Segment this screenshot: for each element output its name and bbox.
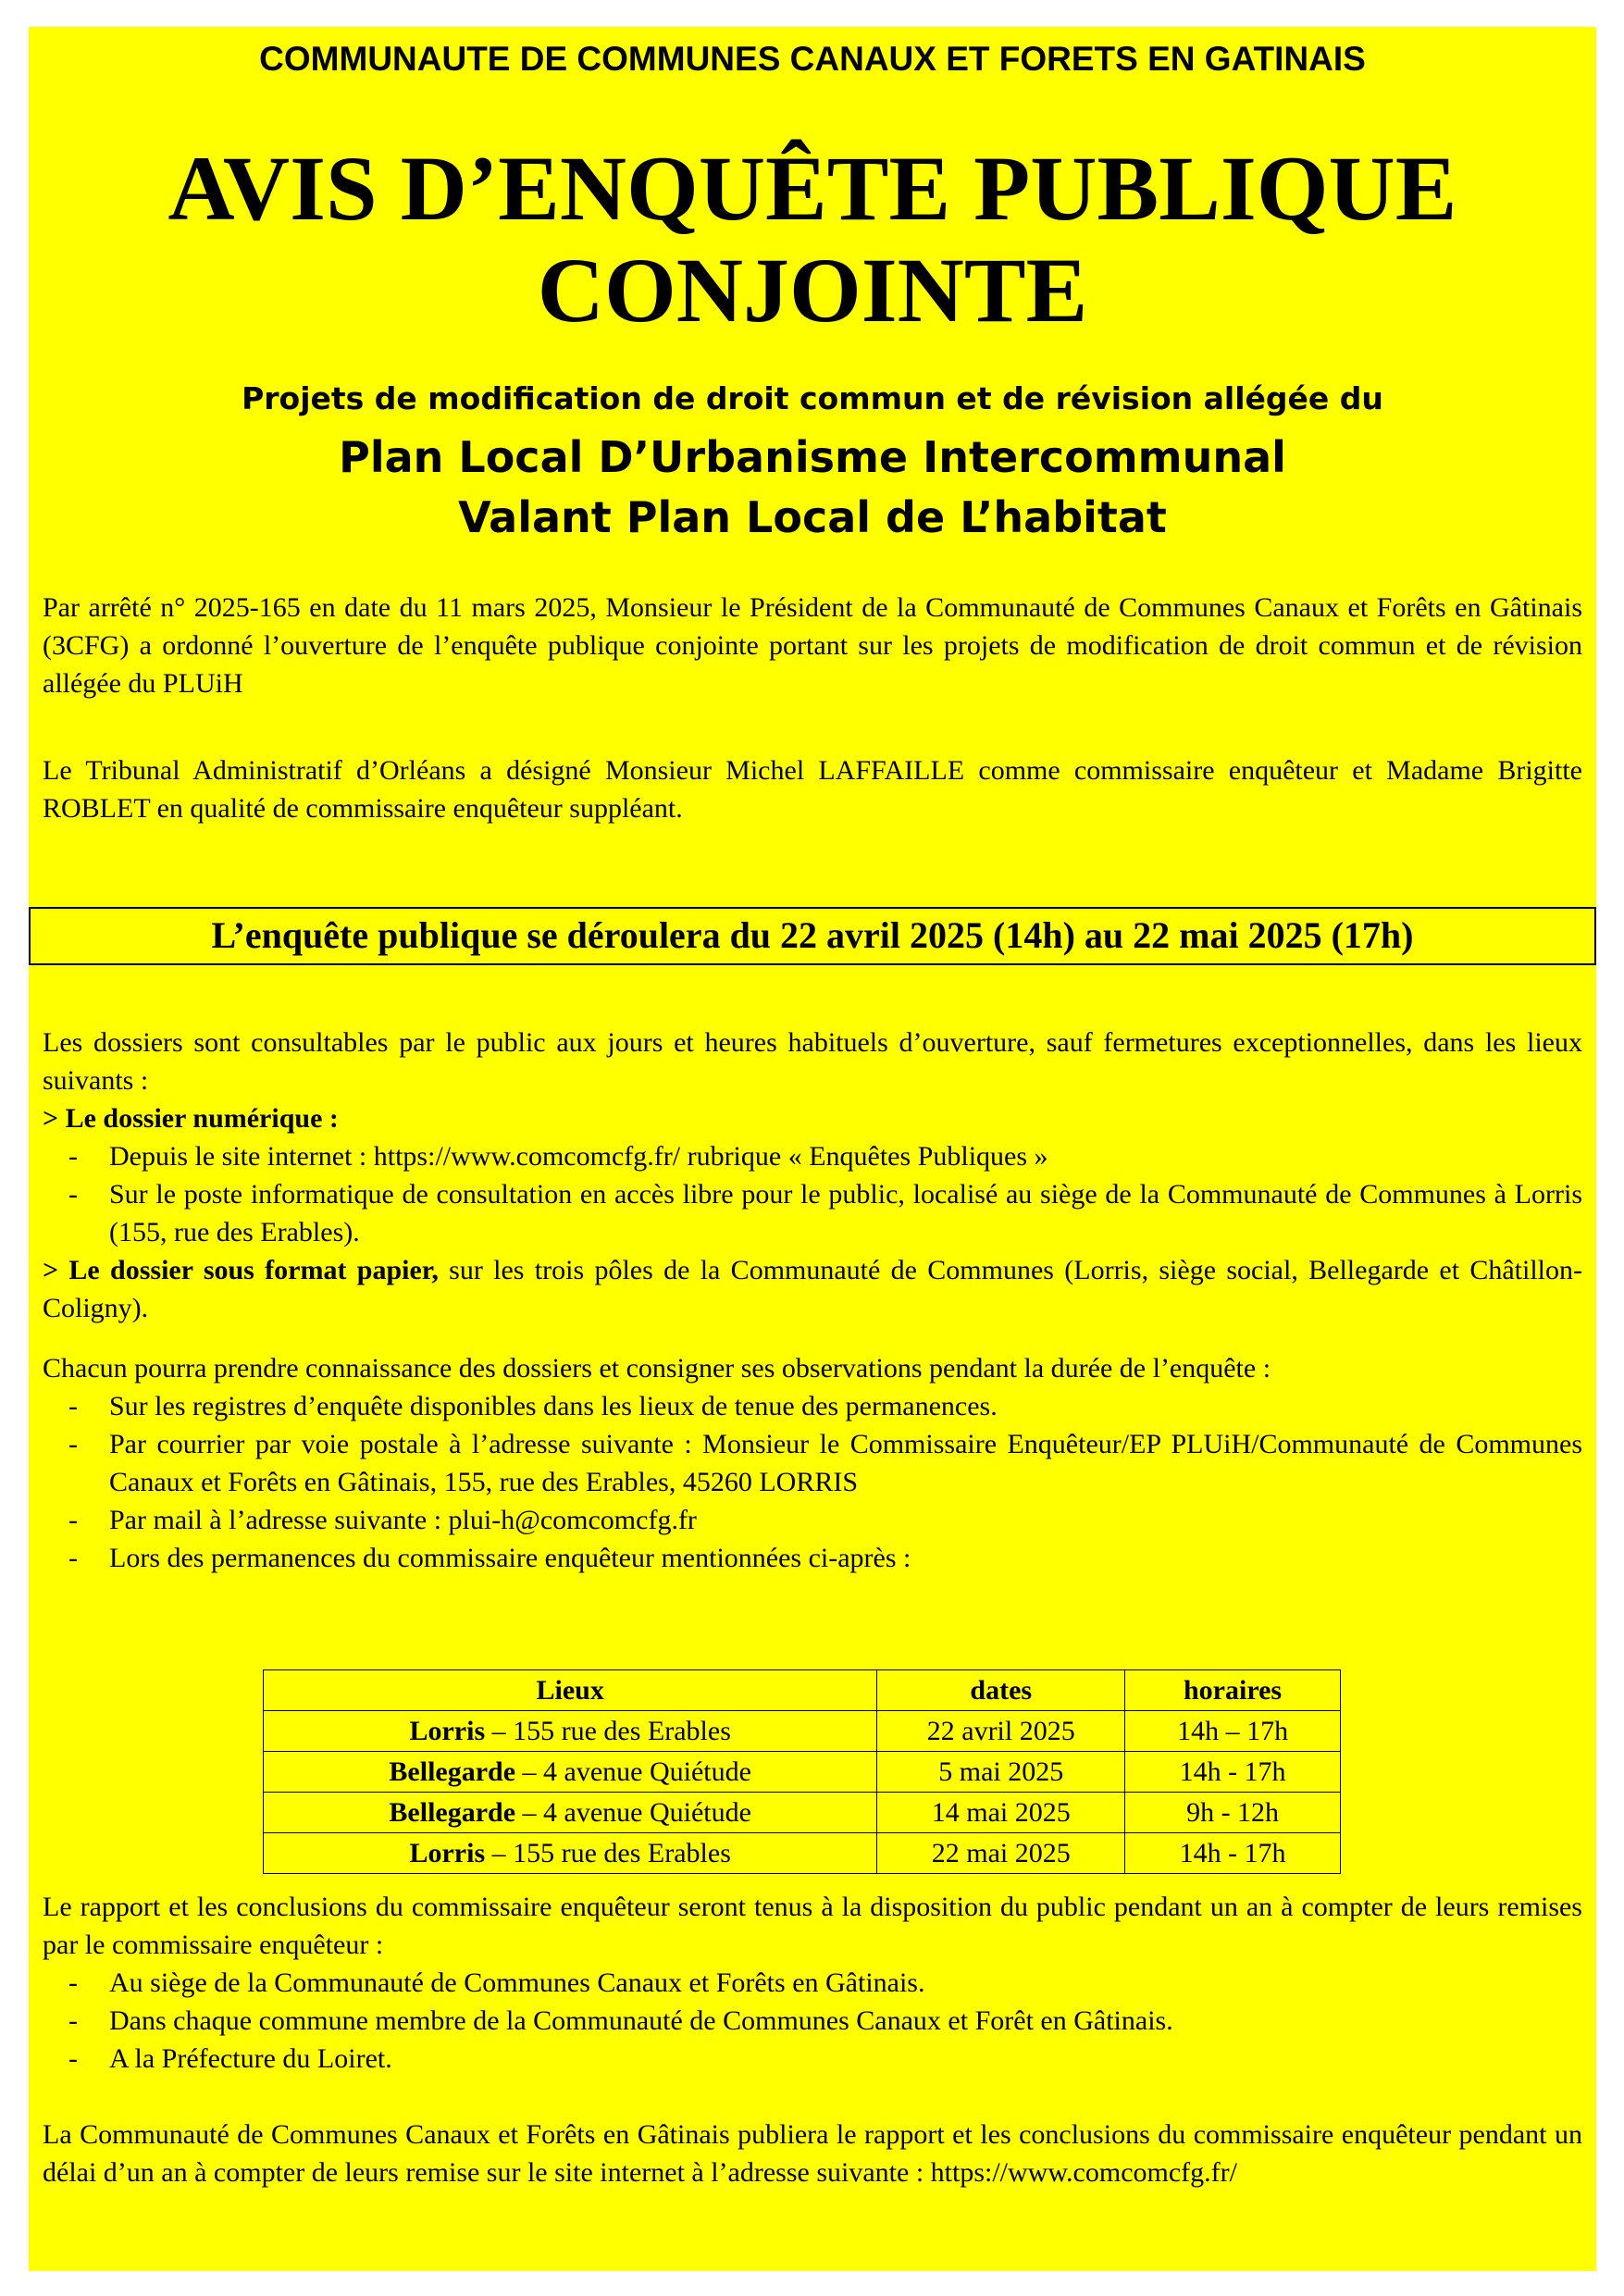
title-line-1: AVIS D’ENQUÊTE PUBLIQUE (167, 137, 1457, 240)
location-cell: Lorris – 155 rue des Erables (264, 1711, 877, 1752)
observations-intro: Chacun pourra prendre connaissance des dossiers et consigner ses observations pendant la durée de l’enquête : (43, 1353, 1271, 1384)
date-cell: 5 mai 2025 (877, 1752, 1125, 1793)
date-cell: 14 mai 2025 (877, 1793, 1125, 1833)
intro-paragraph-1: Par arrêté n° 2025-165 en date du 11 mars 2025, Monsieur le Président de la Communauté de Communes Canaux et Forêts en Gâtinais (3CFG) a ordonné l’ouverture de l’enquête publique conjointe portant sur les projets de modification de droit commun et de révision allégée du PLUiH (43, 592, 1582, 699)
table-row (264, 1711, 1341, 1752)
table-header-row (264, 1670, 1341, 1711)
numeric-dossier-label: > Le dossier numérique : (43, 1103, 339, 1134)
paper-dossier-paragraph: > Le dossier sous format papier, sur les trois pôles de la Communauté de Communes (Lorris, siège social, Bellegarde et Châtillon-Coligny). (43, 1255, 1582, 1323)
table-row (264, 1833, 1341, 1874)
hours-cell: 9h - 12h (1125, 1793, 1341, 1833)
date-cell: 22 mai 2025 (877, 1833, 1125, 1874)
intro-paragraph-2: Le Tribunal Administratif d’Orléans a désigné Monsieur Michel LAFFAILLE comme commissaire enquêteur et Madame Brigitte ROBLET en qualité de commissaire enquêteur suppléant. (43, 755, 1582, 824)
hours-cell: 14h - 17h (1125, 1833, 1341, 1874)
location-cell: Lorris – 155 rue des Erables (264, 1833, 877, 1874)
list-item: - Au siège de la Communauté de Communes Canaux et Forêts en Gâtinais. (68, 1967, 925, 1998)
permanences-table (263, 1669, 1341, 1874)
closing-paragraph: La Communauté de Communes Canaux et Forêts en Gâtinais publiera le rapport et les conclusions du commissaire enquêteur pendant un délai d’un an à compter de leurs remise sur le site internet à l’adresse suivante : https://www.comcomcfg.fr/ (43, 2119, 1582, 2188)
list-item: - Dans chaque commune membre de la Communauté de Communes Canaux et Forêt en Gâtinais. (68, 2005, 1173, 2036)
list-item: - Par mail à l’adresse suivante : plui-h@comcomcfg.fr (68, 1505, 697, 1535)
list-item: - Lors des permanences du commissaire enquêteur mentionnées ci-après : (68, 1543, 911, 1573)
list-item: - Sur les registres d’enquête disponibles dans les lieux de tenue des permanences. (68, 1391, 998, 1421)
plan-title-line-1: Plan Local D’Urbanisme Intercommunal (339, 432, 1286, 482)
list-item: - Sur le poste informatique de consultation en accès libre pour le public, localisé au siège de la Communauté de Communes à Lorris (155, rue des Erables). (68, 1179, 1582, 1247)
hours-cell: 14h – 17h (1125, 1711, 1341, 1752)
list-item: - A la Préfecture du Loiret. (68, 2043, 392, 2074)
location-cell: Bellegarde – 4 avenue Quiétude (264, 1793, 877, 1833)
plan-title-line-2: Valant Plan Local de L’habitat (458, 492, 1167, 542)
subtitle: Projets de modification de droit commun et de révision allégée du (242, 380, 1383, 416)
notice-poster (29, 27, 1596, 2271)
hours-cell: 14h - 17h (1125, 1752, 1341, 1793)
enquiry-dates-banner: L’enquête publique se déroulera du 22 avril 2025 (14h) au 22 mai 2025 (17h) (29, 907, 1596, 965)
date-cell: 22 avril 2025 (877, 1711, 1125, 1752)
column-header: horaires (1125, 1670, 1341, 1711)
column-header: Lieux (264, 1670, 877, 1711)
list-item: - Par courrier par voie postale à l’adresse suivante : Monsieur le Commissaire Enquêteur/EP PLUiH/Communauté de Communes Canaux et Forêts en Gâtinais, 155, rue des Erables, 45260 LORRIS (68, 1429, 1582, 1497)
title-line-2: CONJOINTE (537, 239, 1088, 341)
column-header: dates (877, 1670, 1125, 1711)
location-cell: Bellegarde – 4 avenue Quiétude (264, 1752, 877, 1793)
dossiers-intro: Les dossiers sont consultables par le public aux jours et heures habituels d’ouverture, sauf fermetures exceptionnelles, dans les lieux suivants : (43, 1027, 1582, 1096)
table-row (264, 1793, 1341, 1833)
list-item: - Depuis le site internet : https://www.comcomcfg.fr/ rubrique « Enquêtes Publiques » (68, 1141, 1048, 1172)
organization-name: COMMUNAUTE DE COMMUNES CANAUX ET FORETS EN GATINAIS (259, 40, 1366, 78)
table-row (264, 1752, 1341, 1793)
rapport-intro: Le rapport et les conclusions du commissaire enquêteur seront tenus à la disposition du public pendant un an à compter de leurs remises par le commissaire enquêteur : (43, 1892, 1582, 1960)
